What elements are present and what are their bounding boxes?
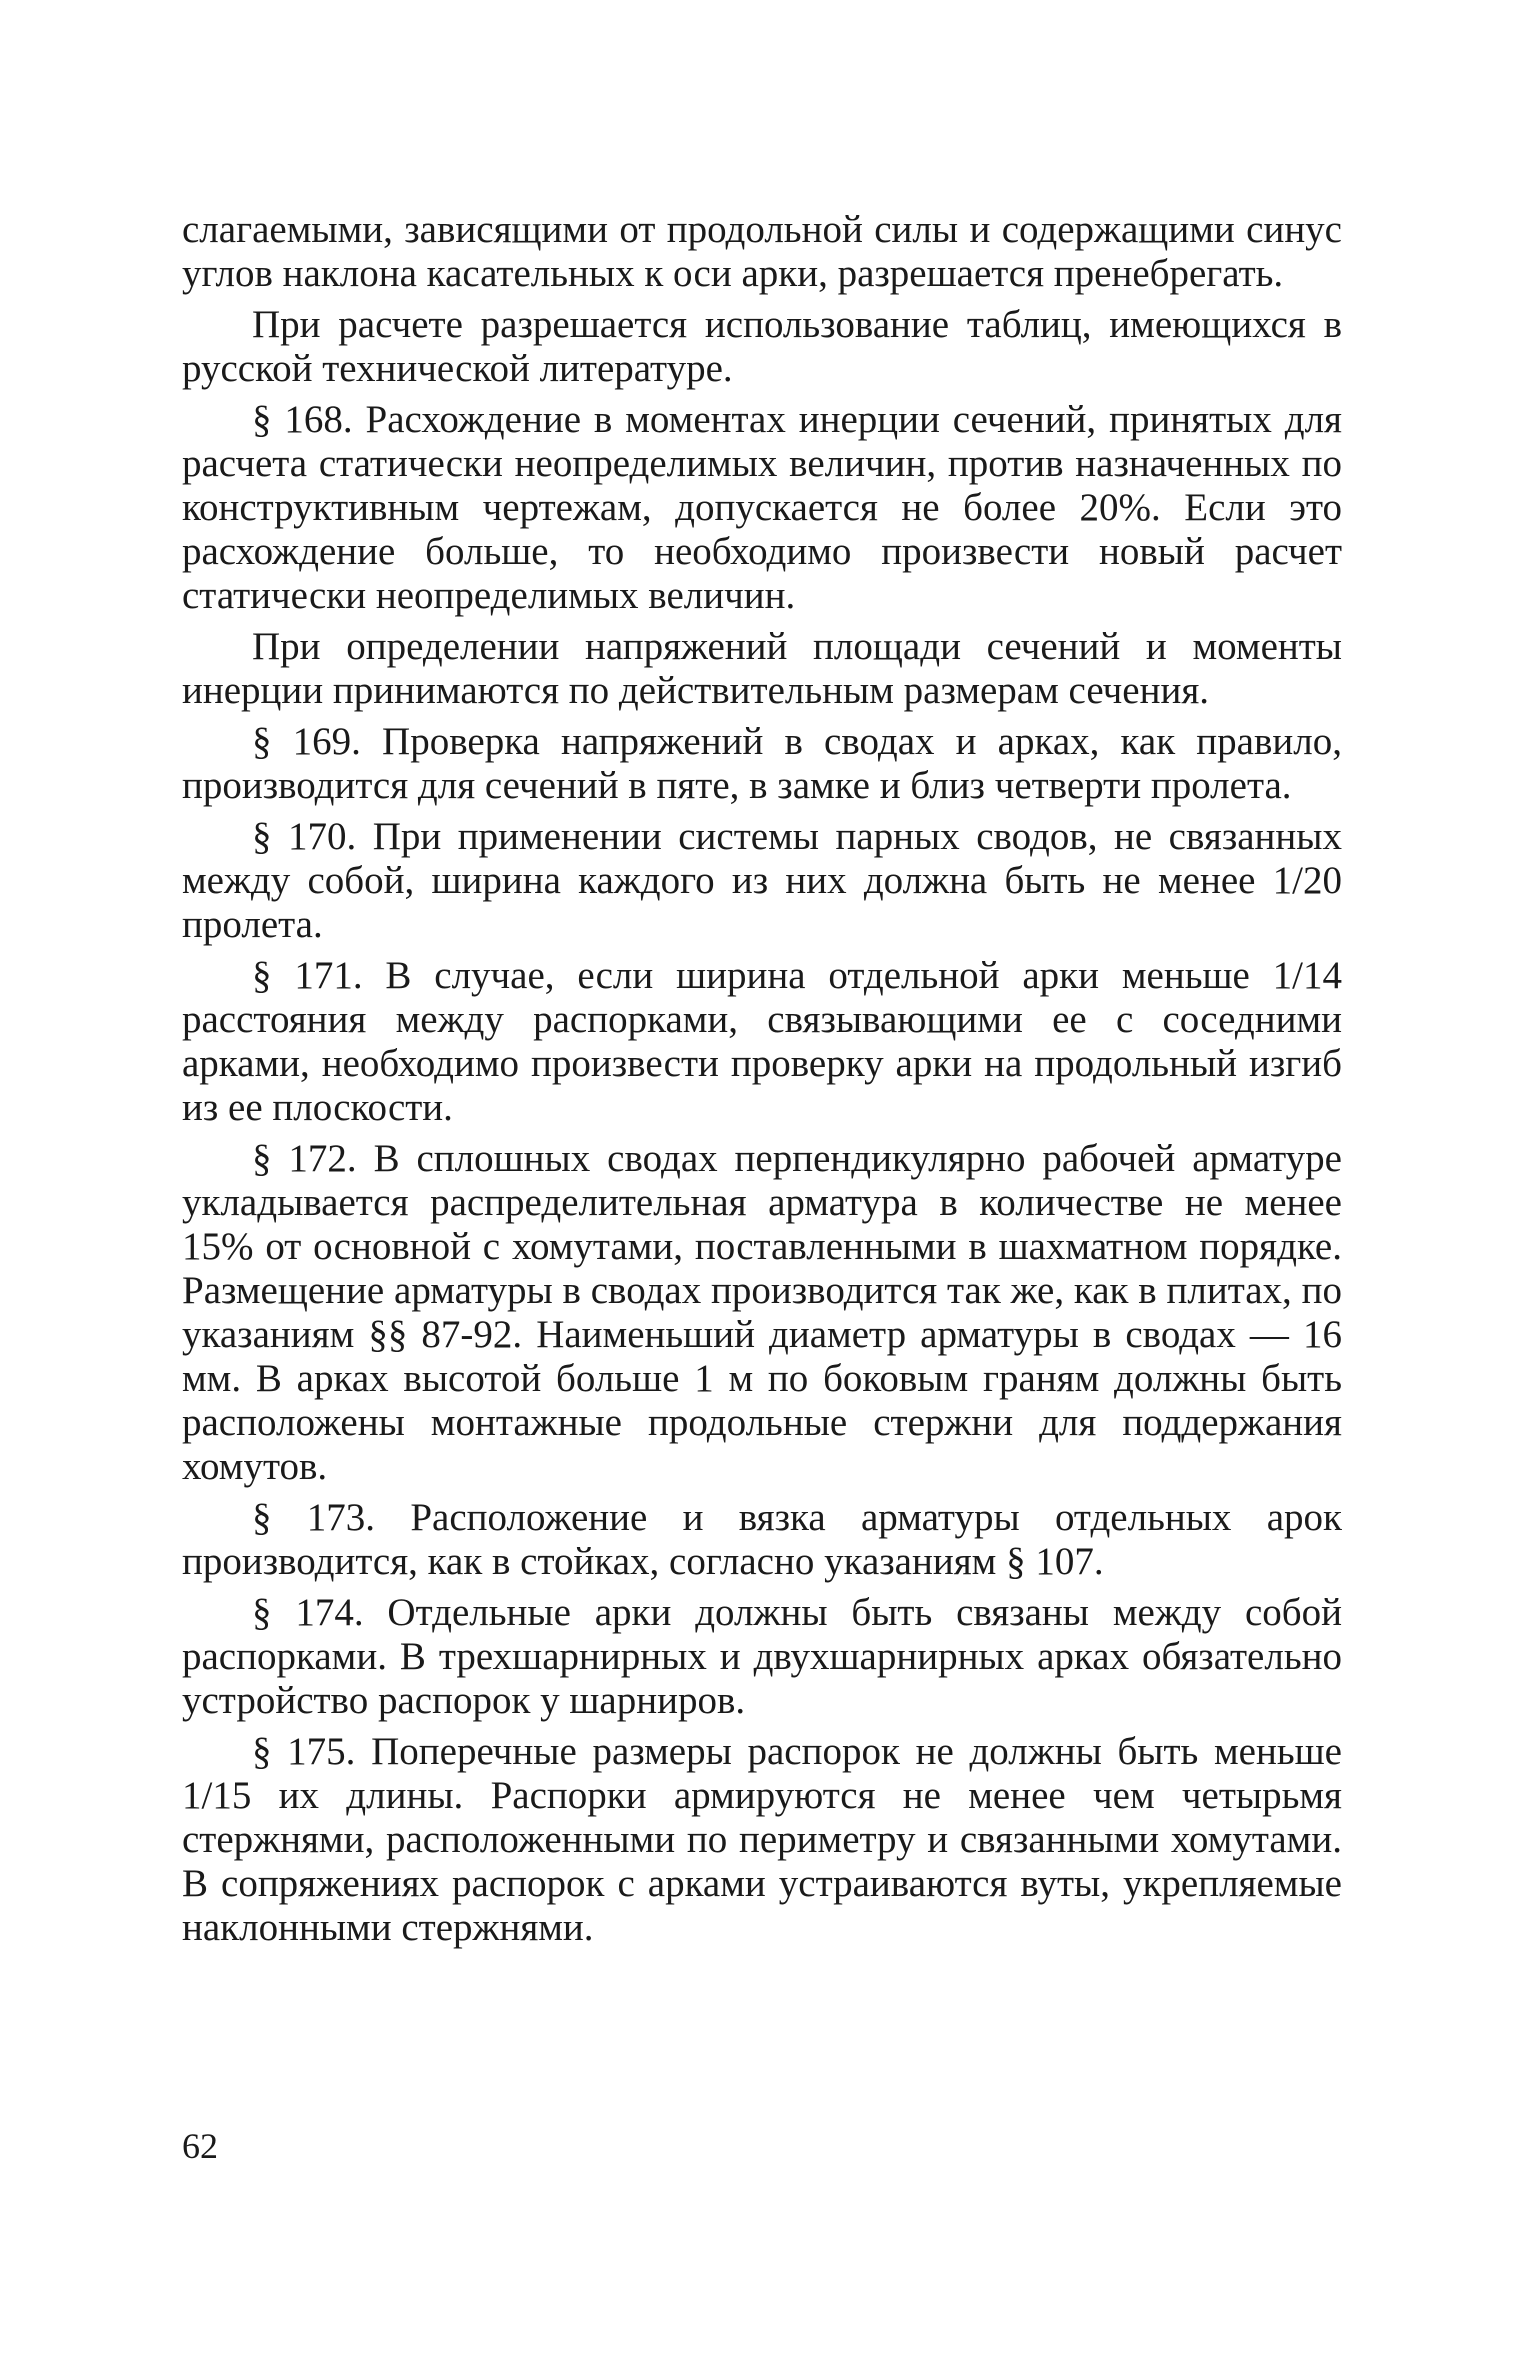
book-page (182, 208, 1342, 2228)
paragraph-section-174: § 174. Отдельные арки должны быть связаны между собой распорками. В трехшарнирных и двухшарнирных арках обязательно устройство распорок у шарниров. (182, 1591, 1342, 1722)
body-text (182, 208, 1342, 1950)
paragraph-section-169: § 169. Проверка напряжений в сводах и арках, как правило, производится для сечений в пяте, в замке и близ четверти пролета. (182, 720, 1342, 807)
paragraph-section-168: § 168. Расхождение в моментах инерции сечений, принятых для расчета статически неопределимых величин, против назначенных по конструктивным чертежам, допускается не более 20%. Если это расхождение больше, то необходимо произвести новый расчет статически неопределимых величин. (182, 398, 1342, 617)
paragraph-continuation: слагаемыми, зависящими от продольной силы и содержащими синус углов наклона касательных к оси арки, разрешается пренебрегать. (182, 208, 1342, 295)
paragraph-section-170: § 170. При применении системы парных сводов, не связанных между собой, ширина каждого из них должна быть не менее 1/20 пролета. (182, 815, 1342, 946)
paragraph-section-173: § 173. Расположение и вязка арматуры отдельных арок производится, как в стойках, согласно указаниям § 107. (182, 1496, 1342, 1583)
paragraph-section-171: § 171. В случае, если ширина отдельной арки меньше 1/14 расстояния между распорками, связывающими ее с соседними арками, необходимо произвести проверку арки на продольный изгиб из ее плоскости. (182, 954, 1342, 1129)
paragraph-tables: При расчете разрешается использование таблиц, имеющихся в русской технической литературе. (182, 303, 1342, 390)
paragraph-section-172: § 172. В сплошных сводах перпендикулярно рабочей арматуре укладывается распределительная арматура в количестве не менее 15% от основной с хомутами, поставленными в шахматном порядке. Размещение арматуры в сводах производится так же, как в плитах, по указаниям §§ 87-92. Наименьший диаметр арматуры в сводах — 16 мм. В арках высотой больше 1 м по боковым граням должны быть расположены монтажные продольные стержни для поддержания хомутов. (182, 1137, 1342, 1488)
page-number: 62 (182, 2126, 218, 2166)
paragraph-stress-areas: При определении напряжений площади сечений и моменты инерции принимаются по действительным размерам сечения. (182, 625, 1342, 712)
paragraph-section-175: § 175. Поперечные размеры распорок не должны быть меньше 1/15 их длины. Распорки армируются не менее чем четырьмя стержнями, расположенными по периметру и связанными хомутами. В сопряжениях распорок с арками устраиваются вуты, укрепляемые наклонными стержнями. (182, 1730, 1342, 1949)
